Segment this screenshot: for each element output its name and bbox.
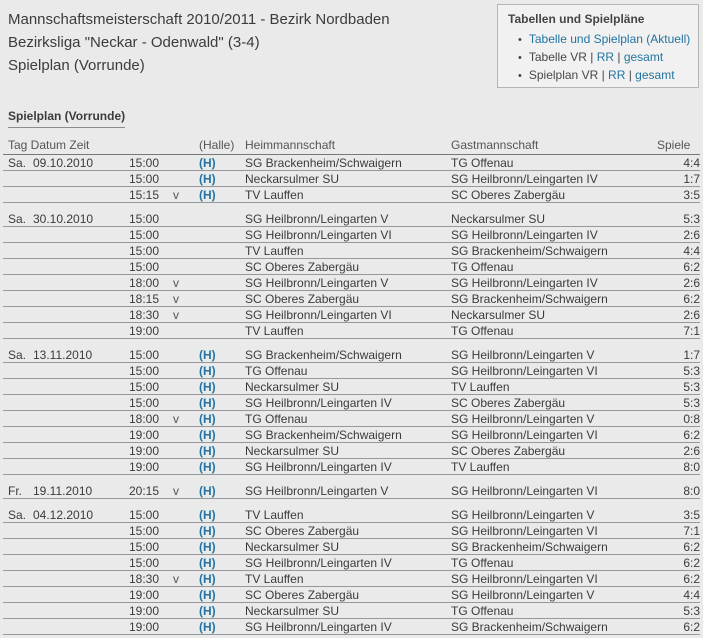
match-time: 15:00: [129, 539, 173, 555]
match-row: [3, 459, 700, 475]
halle-link[interactable]: (H): [199, 155, 245, 171]
match-row: [3, 291, 700, 307]
box-text: |: [586, 50, 597, 64]
moved-flag: [173, 619, 199, 635]
home-team: SG Brackenheim/Schwaigern: [245, 427, 451, 443]
match-date: 09.10.2010: [33, 155, 129, 171]
match-date: 30.10.2010: [33, 211, 129, 227]
match-row: [3, 379, 700, 395]
match-row: [3, 539, 700, 555]
match-day: [3, 555, 33, 571]
match-row: [3, 171, 700, 187]
guest-team: TG Offenau: [451, 323, 657, 339]
match-day: [3, 259, 33, 275]
match-day: Sa.: [3, 211, 33, 227]
home-team: TV Lauffen: [245, 507, 451, 523]
home-team: SC Oberes Zabergäu: [245, 523, 451, 539]
section-title: Spielplan (Vorrunde): [8, 109, 125, 128]
guest-team: TG Offenau: [451, 155, 657, 171]
home-team: TV Lauffen: [245, 323, 451, 339]
match-date: [33, 395, 129, 411]
group-spacer: [3, 499, 700, 508]
match-time: 15:00: [129, 363, 173, 379]
guest-team: SG Heilbronn/Leingarten VI: [451, 571, 657, 587]
moved-flag: [173, 523, 199, 539]
match-time: 18:15: [129, 291, 173, 307]
match-row: [3, 571, 700, 587]
box-link[interactable]: gesamt: [635, 68, 675, 82]
match-date: 13.11.2010: [33, 347, 129, 363]
guest-team: Neckarsulmer SU: [451, 211, 657, 227]
table-header-row: [3, 134, 700, 155]
match-row: [3, 211, 700, 227]
match-day: [3, 411, 33, 427]
league-title: Bezirksliga "Neckar - Odenwald" (3-4): [8, 34, 260, 51]
moved-flag: [173, 507, 199, 523]
header-gastmannschaft: Gastmannschaft: [451, 134, 657, 155]
guest-team: SG Heilbronn/Leingarten IV: [451, 275, 657, 291]
guest-team: SG Heilbronn/Leingarten IV: [451, 227, 657, 243]
match-day: [3, 307, 33, 323]
guest-team: SG Heilbronn/Leingarten V: [451, 507, 657, 523]
match-day: Sa.: [3, 507, 33, 523]
halle-link: [199, 291, 245, 307]
match-day: [3, 379, 33, 395]
moved-flag: v: [173, 483, 199, 499]
guest-team: SC Oberes Zabergäu: [451, 187, 657, 203]
halle-link[interactable]: (H): [199, 187, 245, 203]
match-row: [3, 323, 700, 339]
home-team: SG Heilbronn/Leingarten IV: [245, 395, 451, 411]
match-time: 15:00: [129, 211, 173, 227]
header-heimmannschaft: Heimmannschaft: [245, 134, 451, 155]
links-list-item: [518, 67, 692, 85]
match-row: [3, 411, 700, 427]
match-time: 15:15: [129, 187, 173, 203]
bullet-icon: •: [518, 34, 522, 46]
match-day: [3, 619, 33, 635]
group-spacer: [3, 475, 700, 484]
halle-link: [199, 243, 245, 259]
box-link[interactable]: RR: [596, 50, 615, 64]
match-result: 6:2: [657, 427, 700, 443]
match-day: [3, 227, 33, 243]
halle-link: [199, 323, 245, 339]
match-result: 6:2: [657, 291, 700, 307]
match-result: 2:6: [657, 275, 700, 291]
match-row: [3, 307, 700, 323]
home-team: SG Heilbronn/Leingarten IV: [245, 459, 451, 475]
links-box-title: Tabellen und Spielpläne: [508, 12, 645, 26]
match-time: 18:30: [129, 307, 173, 323]
match-row: [3, 347, 700, 363]
moved-flag: [173, 243, 199, 259]
match-date: [33, 619, 129, 635]
match-result: 4:4: [657, 587, 700, 603]
match-row: [3, 603, 700, 619]
match-day: [3, 587, 33, 603]
home-team: Neckarsulmer SU: [245, 539, 451, 555]
match-time: 15:00: [129, 155, 173, 171]
halle-link: [199, 275, 245, 291]
match-time: 18:00: [129, 275, 173, 291]
home-team: Neckarsulmer SU: [245, 171, 451, 187]
match-day: [3, 459, 33, 475]
home-team: TV Lauffen: [245, 571, 451, 587]
tables-links-box: [497, 4, 699, 88]
box-text: |: [614, 50, 624, 64]
view-title: Spielplan (Vorrunde): [8, 57, 145, 74]
moved-flag: [173, 347, 199, 363]
guest-team: SG Heilbronn/Leingarten VI: [451, 523, 657, 539]
moved-flag: v: [173, 307, 199, 323]
guest-team: SG Heilbronn/Leingarten VI: [451, 483, 657, 499]
match-result: 6:2: [657, 539, 700, 555]
home-team: SG Brackenheim/Schwaigern: [245, 155, 451, 171]
match-row: [3, 243, 700, 259]
moved-flag: v: [173, 571, 199, 587]
home-team: SG Heilbronn/Leingarten IV: [245, 555, 451, 571]
match-time: 15:00: [129, 259, 173, 275]
match-row: [3, 443, 700, 459]
guest-team: SG Heilbronn/Leingarten VI: [451, 427, 657, 443]
guest-team: TG Offenau: [451, 603, 657, 619]
match-date: [33, 187, 129, 203]
halle-link[interactable]: (H): [199, 603, 245, 619]
match-day: [3, 427, 33, 443]
match-day: [3, 363, 33, 379]
match-day: [3, 291, 33, 307]
match-row: [3, 427, 700, 443]
match-row: [3, 155, 700, 171]
match-date: [33, 291, 129, 307]
halle-link[interactable]: (H): [199, 411, 245, 427]
schedule-tbody: [3, 155, 700, 635]
match-date: [33, 459, 129, 475]
guest-team: SG Brackenheim/Schwaigern: [451, 243, 657, 259]
home-team: SC Oberes Zabergäu: [245, 291, 451, 307]
schedule-table: [3, 134, 700, 635]
match-result: 6:2: [657, 571, 700, 587]
moved-flag: [173, 379, 199, 395]
match-result: 7:1: [657, 323, 700, 339]
match-day: [3, 443, 33, 459]
guest-team: SC Oberes Zabergäu: [451, 395, 657, 411]
match-date: [33, 587, 129, 603]
match-day: [3, 187, 33, 203]
guest-team: Neckarsulmer SU: [451, 307, 657, 323]
match-result: 2:6: [657, 227, 700, 243]
championship-title: Mannschaftsmeisterschaft 2010/2011 - Bezirk Nordbaden: [8, 11, 390, 28]
group-spacer: [3, 339, 700, 348]
match-time: 19:00: [129, 587, 173, 603]
moved-flag: [173, 587, 199, 603]
home-team: SG Heilbronn/Leingarten VI: [245, 227, 451, 243]
guest-team: TV Lauffen: [451, 459, 657, 475]
match-day: [3, 603, 33, 619]
match-row: [3, 187, 700, 203]
home-team: TV Lauffen: [245, 243, 451, 259]
match-result: 2:6: [657, 307, 700, 323]
halle-link[interactable]: (H): [199, 523, 245, 539]
match-time: 19:00: [129, 603, 173, 619]
match-day: [3, 571, 33, 587]
match-time: 19:00: [129, 619, 173, 635]
match-result: 5:3: [657, 211, 700, 227]
home-team: SG Heilbronn/Leingarten V: [245, 211, 451, 227]
match-date: [33, 379, 129, 395]
home-team: TV Lauffen: [245, 187, 451, 203]
home-team: Neckarsulmer SU: [245, 379, 451, 395]
match-result: 6:2: [657, 555, 700, 571]
halle-link[interactable]: (H): [199, 571, 245, 587]
match-result: 3:5: [657, 507, 700, 523]
match-date: [33, 171, 129, 187]
guest-team: SG Brackenheim/Schwaigern: [451, 619, 657, 635]
moved-flag: [173, 443, 199, 459]
bullet-icon: •: [518, 52, 522, 64]
home-team: TG Offenau: [245, 363, 451, 379]
match-date: 19.11.2010: [33, 483, 129, 499]
match-date: [33, 555, 129, 571]
match-result: 1:7: [657, 347, 700, 363]
moved-flag: v: [173, 275, 199, 291]
guest-team: SC Oberes Zabergäu: [451, 443, 657, 459]
halle-link[interactable]: (H): [199, 539, 245, 555]
match-time: 18:00: [129, 411, 173, 427]
moved-flag: [173, 211, 199, 227]
halle-link[interactable]: (H): [199, 347, 245, 363]
guest-team: SG Heilbronn/Leingarten V: [451, 411, 657, 427]
moved-flag: [173, 539, 199, 555]
match-result: 2:6: [657, 443, 700, 459]
halle-link[interactable]: (H): [199, 427, 245, 443]
match-time: 15:00: [129, 555, 173, 571]
links-list-item: [518, 49, 692, 67]
home-team: SG Brackenheim/Schwaigern: [245, 347, 451, 363]
moved-flag: v: [173, 187, 199, 203]
match-date: [33, 243, 129, 259]
guest-team: TG Offenau: [451, 555, 657, 571]
match-row: [3, 363, 700, 379]
halle-link[interactable]: (H): [199, 363, 245, 379]
halle-link[interactable]: (H): [199, 483, 245, 499]
box-link[interactable]: Tabelle und Spielplan (Aktuell): [528, 32, 691, 46]
match-time: 19:00: [129, 459, 173, 475]
match-result: 4:4: [657, 243, 700, 259]
moved-flag: [173, 323, 199, 339]
match-date: 04.12.2010: [33, 507, 129, 523]
match-date: [33, 307, 129, 323]
match-result: 1:7: [657, 171, 700, 187]
match-date: [33, 603, 129, 619]
match-day: Sa.: [3, 155, 33, 171]
box-text: Tabelle VR: [528, 50, 587, 64]
match-row: [3, 395, 700, 411]
match-date: [33, 259, 129, 275]
moved-flag: [173, 155, 199, 171]
halle-link: [199, 211, 245, 227]
match-row: [3, 507, 700, 523]
match-date: [33, 523, 129, 539]
match-date: [33, 363, 129, 379]
home-team: TG Offenau: [245, 411, 451, 427]
moved-flag: [173, 363, 199, 379]
match-day: [3, 323, 33, 339]
match-day: Sa.: [3, 347, 33, 363]
home-team: SC Oberes Zabergäu: [245, 259, 451, 275]
halle-link: [199, 227, 245, 243]
halle-link[interactable]: (H): [199, 555, 245, 571]
moved-flag: [173, 427, 199, 443]
match-row: [3, 227, 700, 243]
match-time: 20:15: [129, 483, 173, 499]
match-result: 8:0: [657, 459, 700, 475]
halle-link[interactable]: (H): [199, 507, 245, 523]
guest-team: TV Lauffen: [451, 379, 657, 395]
box-link[interactable]: gesamt: [623, 50, 664, 64]
match-row: [3, 555, 700, 571]
match-day: Fr.: [3, 483, 33, 499]
halle-link[interactable]: (H): [199, 379, 245, 395]
header-tag-datum-zeit: Tag Datum Zeit: [3, 134, 199, 155]
moved-flag: [173, 603, 199, 619]
bullet-icon: •: [518, 70, 522, 82]
match-time: 18:30: [129, 571, 173, 587]
match-time: 19:00: [129, 427, 173, 443]
home-team: SG Heilbronn/Leingarten V: [245, 275, 451, 291]
match-day: [3, 523, 33, 539]
home-team: SG Heilbronn/Leingarten V: [245, 483, 451, 499]
match-row: [3, 259, 700, 275]
guest-team: SG Brackenheim/Schwaigern: [451, 539, 657, 555]
match-date: [33, 443, 129, 459]
match-date: [33, 427, 129, 443]
match-date: [33, 539, 129, 555]
group-spacer: [3, 203, 700, 212]
halle-link[interactable]: (H): [199, 619, 245, 635]
match-date: [33, 411, 129, 427]
match-result: 8:0: [657, 483, 700, 499]
halle-link[interactable]: (H): [199, 459, 245, 475]
moved-flag: v: [173, 411, 199, 427]
guest-team: SG Heilbronn/Leingarten VI: [451, 363, 657, 379]
box-text: |: [598, 68, 609, 82]
match-time: 15:00: [129, 347, 173, 363]
match-result: 4:4: [657, 155, 700, 171]
links-list: [508, 31, 692, 85]
links-list-item: [518, 31, 692, 49]
box-link[interactable]: RR: [608, 68, 626, 82]
match-result: 5:3: [657, 395, 700, 411]
halle-link: [199, 307, 245, 323]
halle-link[interactable]: (H): [199, 171, 245, 187]
guest-team: TG Offenau: [451, 259, 657, 275]
halle-link[interactable]: (H): [199, 587, 245, 603]
guest-team: SG Heilbronn/Leingarten V: [451, 587, 657, 603]
page-header: [8, 8, 390, 77]
match-time: 15:00: [129, 507, 173, 523]
match-result: 0:8: [657, 411, 700, 427]
home-team: SG Heilbronn/Leingarten VI: [245, 307, 451, 323]
home-team: Neckarsulmer SU: [245, 603, 451, 619]
match-time: 19:00: [129, 323, 173, 339]
match-row: [3, 275, 700, 291]
match-date: [33, 227, 129, 243]
moved-flag: [173, 171, 199, 187]
moved-flag: [173, 459, 199, 475]
match-date: [33, 275, 129, 291]
match-time: 19:00: [129, 443, 173, 459]
home-team: Neckarsulmer SU: [245, 443, 451, 459]
box-text: |: [625, 68, 636, 82]
match-day: [3, 395, 33, 411]
home-team: SG Heilbronn/Leingarten IV: [245, 619, 451, 635]
match-row: [3, 523, 700, 539]
moved-flag: v: [173, 291, 199, 307]
match-time: 15:00: [129, 523, 173, 539]
guest-team: SG Brackenheim/Schwaigern: [451, 291, 657, 307]
match-time: 15:00: [129, 379, 173, 395]
match-result: 5:3: [657, 603, 700, 619]
match-date: [33, 571, 129, 587]
moved-flag: [173, 259, 199, 275]
match-result: 6:2: [657, 619, 700, 635]
match-row: [3, 619, 700, 635]
match-time: 15:00: [129, 171, 173, 187]
guest-team: SG Heilbronn/Leingarten IV: [451, 171, 657, 187]
match-result: 5:3: [657, 363, 700, 379]
match-day: [3, 275, 33, 291]
match-row: [3, 483, 700, 499]
match-result: 5:3: [657, 379, 700, 395]
moved-flag: [173, 227, 199, 243]
header-halle: (Halle): [199, 134, 245, 155]
halle-link: [199, 259, 245, 275]
match-day: [3, 171, 33, 187]
match-row: [3, 587, 700, 603]
home-team: SC Oberes Zabergäu: [245, 587, 451, 603]
match-result: 7:1: [657, 523, 700, 539]
moved-flag: [173, 395, 199, 411]
match-day: [3, 243, 33, 259]
match-time: 15:00: [129, 395, 173, 411]
guest-team: SG Heilbronn/Leingarten V: [451, 347, 657, 363]
box-text: Spielplan VR: [528, 68, 599, 82]
match-result: 6:2: [657, 259, 700, 275]
match-date: [33, 323, 129, 339]
header-spiele: Spiele: [657, 134, 700, 155]
halle-link[interactable]: (H): [199, 443, 245, 459]
match-time: 15:00: [129, 227, 173, 243]
match-result: 3:5: [657, 187, 700, 203]
halle-link[interactable]: (H): [199, 395, 245, 411]
match-time: 15:00: [129, 243, 173, 259]
match-day: [3, 539, 33, 555]
moved-flag: [173, 555, 199, 571]
